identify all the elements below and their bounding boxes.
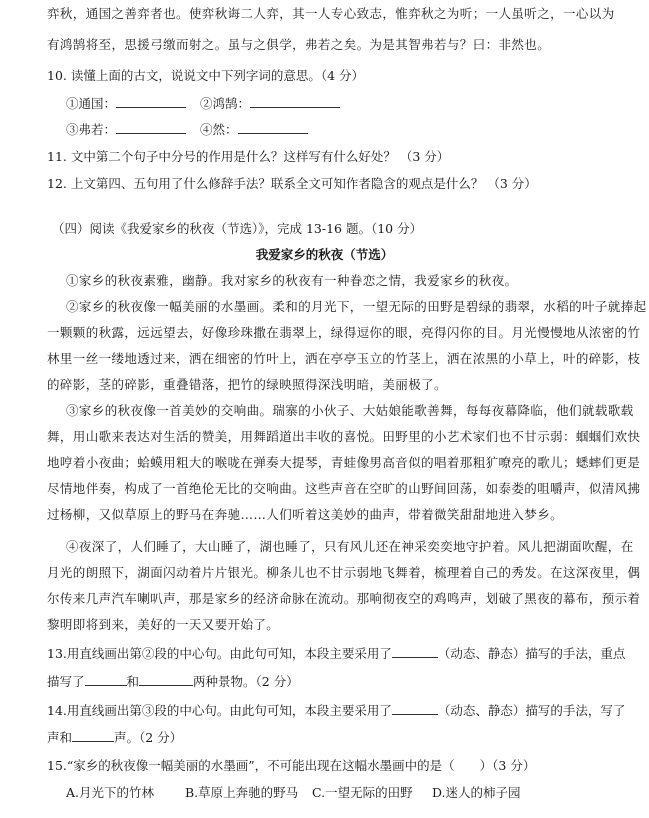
passage-line-5: 的碎影，茎的碎影，重叠错落，把竹的绿映照得深浅明暗，美丽极了。 xyxy=(47,377,447,392)
passage-line-1: ①家乡的秋夜素雅，幽静。我对家乡的秋夜有一种眷恋之情，我爱家乡的秋夜。 xyxy=(66,273,518,288)
q14-text-4: 声。（2 分） xyxy=(114,730,183,745)
answer-blank[interactable] xyxy=(139,673,193,686)
question-15-option-b[interactable]: B.草原上奔驰的野马 xyxy=(185,785,299,800)
passage-title: 我爱家乡的秋夜（节选） xyxy=(255,247,394,262)
passage-line-9: 尽情地伴奏，构成了一首绝伦无比的交响曲。这些声音在空旷的山野间回荡，如泰娄的咀嚼声，似清风拂 xyxy=(47,481,641,496)
q13-text-4: 和 xyxy=(126,674,140,689)
passage-line-6: ③家乡的秋夜像一首美妙的交响曲。瑞寨的小伙子、大姑娘能歌善舞，每每夜幕降临，他们就载歌载 xyxy=(66,403,634,418)
classical-text-line-2: 有鸿鹄将至，思援弓缴而射之。虽与之俱学，弗若之矣。为是其智弗若与？曰：非然也。 xyxy=(47,37,551,52)
classical-text-line-1: 弈秋，通国之善弈者也。使弈秋诲二人弈，其一人专心致志，惟弈秋之为听；一人虽听之，一心以为 xyxy=(47,6,615,21)
question-14-line-2 xyxy=(47,729,182,747)
question-15-option-d[interactable]: D.迷人的柿子园 xyxy=(432,785,521,800)
answer-blank[interactable] xyxy=(392,645,438,658)
q13-text-5: 两种景物。（2 分） xyxy=(193,674,299,689)
question-11: 11. 文中第二个句子中分号的作用是什么？这样写有什么好处？ （3 分） xyxy=(47,149,450,164)
passage-line-7: 舞，用山歌来表达对生活的赞美，用舞蹈道出丰收的喜悦。田野里的小艺术家们也不甘示弱：蝈蝈们欢快 xyxy=(47,429,641,444)
answer-blank[interactable] xyxy=(116,95,186,108)
answer-blank[interactable] xyxy=(85,673,127,686)
passage-line-11: ④夜深了，人们睡了，大山睡了，湖也睡了，只有风儿还在神采奕奕地守护着。风儿把湖面吹醒，在 xyxy=(66,539,634,554)
question-12: 12. 上文第四、五句用了什么修辞手法？联系全文可知作者隐含的观点是什么？ （3 分） xyxy=(47,176,537,191)
question-15-option-a[interactable]: A.月光下的竹林 xyxy=(66,785,155,800)
question-13-line-1 xyxy=(47,645,625,663)
question-13-line-2 xyxy=(47,673,299,691)
answer-blank[interactable] xyxy=(116,121,186,134)
item-label: ③弗若： xyxy=(66,122,117,137)
question-10-item-2 xyxy=(200,95,340,113)
item-label: ④然： xyxy=(200,122,238,137)
passage-line-8: 地哼着小夜曲；蛤蟆用粗大的喉咙在弹奏大提琴，青蛙像男高音似的唱着那粗犷嘹亮的歌儿；蟋蟀们更是 xyxy=(47,455,641,470)
question-10-item-3 xyxy=(66,121,186,139)
q14-text-1: 14.用直线画出第③段的中心句。由此句可知，本段主要采用了 xyxy=(47,703,392,718)
item-label: ②鸿鹄： xyxy=(200,96,251,111)
item-label: ①通国： xyxy=(66,96,117,111)
passage-line-4: 林里一丝一缕地透过来，洒在细密的竹叶上，洒在亭亭玉立的竹茎上，洒在浓黑的小草上，叶的碎影，枝 xyxy=(47,351,641,366)
question-15-stem: 15.“家乡的秋夜像一幅美丽的水墨画”，不可能出现在这幅水墨画中的是（ ）（3 分） xyxy=(47,758,536,773)
question-10-stem: 10. 读懂上面的古文，说说文中下列字词的意思。（4 分） xyxy=(47,68,365,83)
passage-line-14: 黎明即将到来，美好的一天又要开始了。 xyxy=(47,617,280,632)
question-10-item-1 xyxy=(66,95,186,113)
answer-blank[interactable] xyxy=(392,702,438,715)
passage-line-13: 尔传来几声汽车喇叭声，那是家乡的经济命脉在流动。那响彻夜空的鸡鸣声，划破了黑夜的幕布，预示着 xyxy=(47,591,641,606)
passage-line-2: ②家乡的秋夜像一幅美丽的水墨画。柔和的月光下，一望无际的田野是碧绿的翡翠，水稻的叶子就捧起 xyxy=(66,299,647,314)
section-4-heading: （四）阅读《我爱家乡的秋夜（节选）》，完成 13-16 题。（10 分） xyxy=(52,221,423,236)
answer-blank[interactable] xyxy=(250,95,340,108)
question-15-option-c[interactable]: C.一望无际的田野 xyxy=(312,785,413,800)
q14-text-2: （动态、静态）描写的手法，写了 xyxy=(437,703,626,718)
q13-text-2: （动态、静态）描写的手法，重点 xyxy=(437,646,626,661)
question-14-line-1 xyxy=(47,702,625,720)
q13-text-3: 描写了 xyxy=(47,674,85,689)
passage-line-12: 月光的朗照下，湖面闪动着片片银光。柳条儿也不甘示弱地飞舞着，梳理着自己的秀发。在这深夜里，偶 xyxy=(47,565,641,580)
question-10-item-4 xyxy=(200,121,308,139)
passage-line-3: 一颗颗的秋露，远远望去，好像珍珠撒在翡翠上，绿得逗你的眼，亮得闪你的目。月光慢慢地从浓密的竹 xyxy=(47,325,641,340)
answer-blank[interactable] xyxy=(72,729,114,742)
passage-line-10: 过杨柳，又似草原上的野马在奔驰……人们听着这美妙的曲声，带着微笑甜甜地进入梦乡。 xyxy=(47,507,564,522)
answer-blank[interactable] xyxy=(238,121,308,134)
q13-text-1: 13.用直线画出第②段的中心句。由此句可知，本段主要采用了 xyxy=(47,646,392,661)
q14-text-3: 声和 xyxy=(47,730,73,745)
